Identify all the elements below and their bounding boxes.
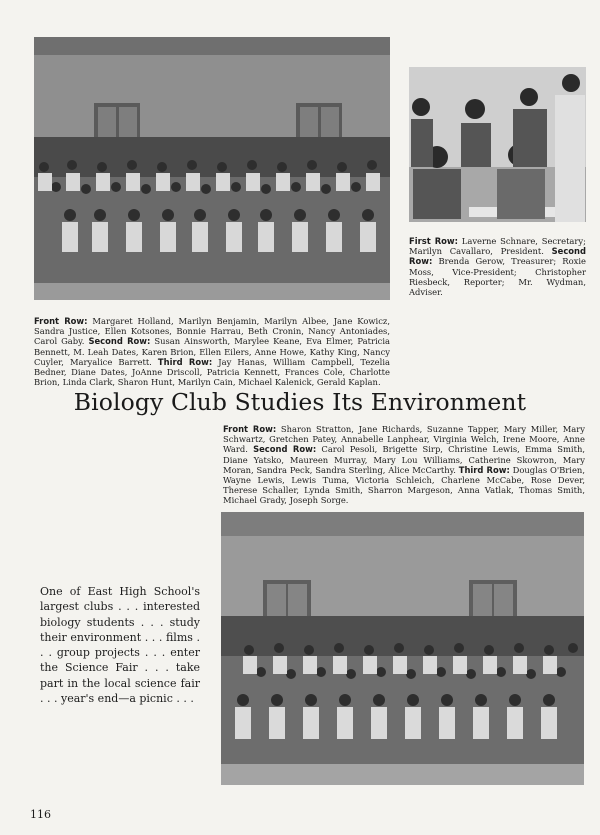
page-headline: Biology Club Studies Its Environment: [73, 388, 527, 416]
club-group-photo-bottom: [221, 512, 584, 785]
row-names: Brenda Gerow, Treasurer; Roxie Moss, Vice-President; Christopher Riesbeck, Reporter; Mr. Wydman, Adviser.: [409, 256, 586, 298]
officers-caption: [409, 236, 586, 297]
officers-photo: [409, 67, 586, 222]
row-names: Sharon Stratton, Jane Richards, Suzanne Tapper, Mary Miller, Mary Schwartz, Gretchen Patey, Annabelle Lanphear, Virginia Welch, Irene Moore, Anne Ward.: [223, 424, 585, 455]
row-label: Second Row:: [88, 336, 151, 347]
row-label: Second Row:: [253, 444, 317, 455]
row-names: Douglas O'Brien, Wayne Lewis, Lewis Tuma, Victoria Schleich, Charlene McCabe, Rose Dever, Therese Schaller, Lynda Smith, Sharron Margeson, Anna Vatlak, Thomas Smith, Michael Grady, Joseph Sorge.: [223, 464, 585, 506]
bottom-photo-caption: [223, 424, 585, 506]
club-description: One of East High School's largest clubs . . . interested biology students . . . study their environment . . . films . . . group projects . . . enter the Science Fair . . . take part in the local science fair . . . year's end—a picnic . . .: [40, 585, 200, 706]
row-label: Front Row:: [34, 316, 88, 326]
row-names: Margaret Holland, Marilyn Benjamin, Marilyn Albee, Jane Kowicz, Sandra Justice, Ellen Kotsones, Bonnie Harrau, Beth Cronin, Nancy Antoniades, Carol Gaby.: [34, 316, 390, 347]
row-label: Third Row:: [157, 356, 213, 367]
row-label: First Row:: [409, 236, 459, 246]
club-group-photo-top: [34, 37, 390, 300]
page-number: 116: [30, 808, 51, 821]
top-photo-caption: [34, 316, 390, 387]
row-names: Jay Hanas, William Campbell, Tezelia Bedner, Diane Dates, JoAnne Driscoll, Patricia Kennett, Frances Cole, Charlotte Brion, Linda Clark, Sharon Hunt, Marilyn Cain, Michael Kalenick, Gerald Kaplan.: [34, 356, 390, 388]
row-names: Carol Pesoli, Brigette Sirp, Christine Lewis, Emma Smith, Diane Yatsko, Maureen Murray, Mary Lou Williams, Catherine Skowron, Mary Moran, Sandra Peck, Sandra Sterling, Alice McCarthy.: [223, 444, 585, 475]
row-names: Laverne Schnare, Secretary; Marilyn Cavallaro, President.: [409, 236, 586, 257]
row-label: Third Row:: [458, 464, 510, 475]
row-names: Susan Ainsworth, Marylee Keane, Eva Elmer, Patricia Bennett, M. Leah Dates, Karen Brion, Ellen Eilers, Anne Howe, Kathy King, Nancy Cuyler, Maryalice Barrett.: [34, 336, 390, 367]
row-label: Second Row:: [409, 246, 586, 267]
row-label: Front Row:: [223, 424, 277, 434]
